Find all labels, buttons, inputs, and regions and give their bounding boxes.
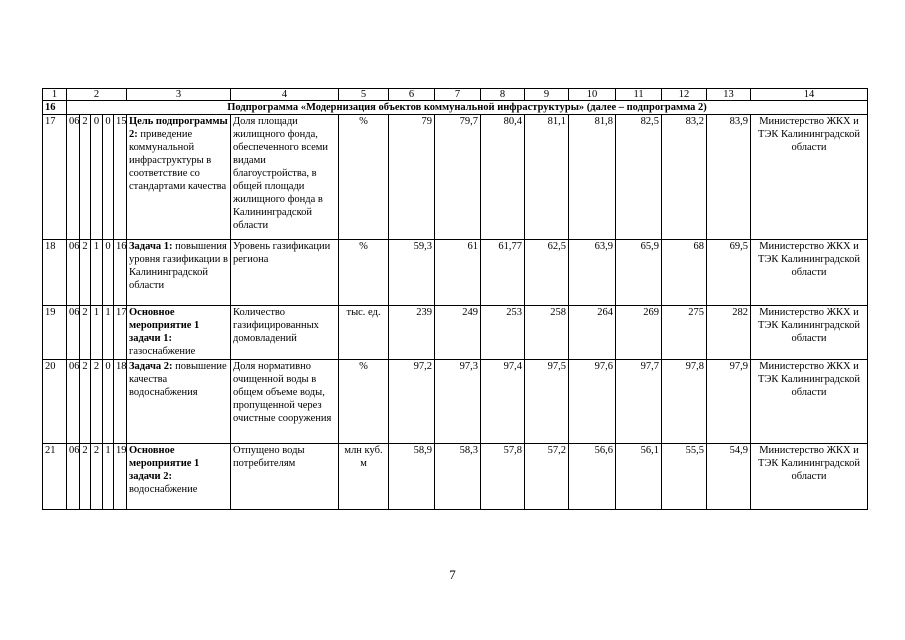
header-cell-12: 12: [662, 89, 707, 101]
row-number: 18: [43, 240, 67, 306]
header-cell-10: 10: [569, 89, 616, 101]
value-cell: 61: [435, 240, 481, 306]
header-cell-8: 8: [481, 89, 525, 101]
row-number: 17: [43, 115, 67, 240]
value-cell: 61,77: [481, 240, 525, 306]
value-cell: 68: [662, 240, 707, 306]
name-text: газоснабжение: [129, 346, 196, 357]
header-cell-1: 1: [43, 89, 67, 101]
responsible-cell: Министерство ЖКХ и ТЭК Калининградской области: [751, 115, 868, 240]
value-cell: 269: [616, 306, 662, 360]
code-cell: 2: [91, 360, 103, 444]
name-text: повышение качества водоснабжения: [129, 361, 227, 398]
value-cell: 249: [435, 306, 481, 360]
code-cell: 2: [80, 306, 91, 360]
header-cell-9: 9: [525, 89, 569, 101]
unit-cell: %: [339, 360, 389, 444]
row-number: 20: [43, 360, 67, 444]
code-cell: 15: [114, 115, 127, 240]
code-cell: 19: [114, 444, 127, 510]
value-cell: 69,5: [707, 240, 751, 306]
value-cell: 97,2: [389, 360, 435, 444]
code-cell: 06: [67, 115, 80, 240]
responsible-cell: Министерство ЖКХ и ТЭК Калининградской области: [751, 240, 868, 306]
unit-cell: тыс. ед.: [339, 306, 389, 360]
value-cell: 59,3: [389, 240, 435, 306]
code-cell: 2: [80, 360, 91, 444]
code-cell: 1: [91, 306, 103, 360]
code-cell: 06: [67, 360, 80, 444]
name-cell: [127, 444, 231, 510]
responsible-cell: Министерство ЖКХ и ТЭК Калининградской области: [751, 306, 868, 360]
name-heading: Задача 1:: [129, 241, 173, 252]
unit-cell: %: [339, 240, 389, 306]
name-cell: [127, 360, 231, 444]
value-cell: 97,6: [569, 360, 616, 444]
table-row: [43, 115, 868, 240]
name-cell: [127, 240, 231, 306]
row-number: 21: [43, 444, 67, 510]
value-cell: 55,5: [662, 444, 707, 510]
value-cell: 63,9: [569, 240, 616, 306]
code-cell: 2: [80, 240, 91, 306]
code-cell: 0: [103, 115, 114, 240]
value-cell: 79: [389, 115, 435, 240]
value-cell: 83,9: [707, 115, 751, 240]
indicator-cell: Уровень газификации региона: [231, 240, 339, 306]
code-cell: 1: [91, 240, 103, 306]
name-cell: [127, 115, 231, 240]
value-cell: 97,8: [662, 360, 707, 444]
value-cell: 54,9: [707, 444, 751, 510]
row-number: 19: [43, 306, 67, 360]
name-cell: [127, 306, 231, 360]
code-cell: 17: [114, 306, 127, 360]
header-cell-4: 4: [231, 89, 339, 101]
header-cell-13: 13: [707, 89, 751, 101]
value-cell: 239: [389, 306, 435, 360]
header-cell-5: 5: [339, 89, 389, 101]
indicator-cell: Доля нормативно очищенной воды в общем объеме воды, пропущенной через очистные сооружения: [231, 360, 339, 444]
value-cell: 62,5: [525, 240, 569, 306]
header-cell-14: 14: [751, 89, 868, 101]
code-cell: 2: [91, 444, 103, 510]
code-cell: 18: [114, 360, 127, 444]
unit-cell: %: [339, 115, 389, 240]
value-cell: 57,2: [525, 444, 569, 510]
name-heading: Цель подпрограммы 2:: [129, 116, 228, 140]
value-cell: 97,3: [435, 360, 481, 444]
value-cell: 65,9: [616, 240, 662, 306]
responsible-cell: Министерство ЖКХ и ТЭК Калининградской области: [751, 360, 868, 444]
name-heading: Задача 2:: [129, 361, 173, 372]
name-text: повышения уровня газификации в Калининградской области: [129, 241, 228, 291]
value-cell: 58,9: [389, 444, 435, 510]
code-cell: 0: [91, 115, 103, 240]
table-row: [43, 306, 868, 360]
value-cell: 97,7: [616, 360, 662, 444]
subprogram-row: [43, 101, 868, 115]
value-cell: 264: [569, 306, 616, 360]
table-row: [43, 360, 868, 444]
value-cell: 275: [662, 306, 707, 360]
indicator-cell: Доля площади жилищного фонда, обеспеченного всеми видами благоустройства, в общей площади жилищного фонда в Калининградской области: [231, 115, 339, 240]
responsible-cell: Министерство ЖКХ и ТЭК Калининградской области: [751, 444, 868, 510]
code-cell: 16: [114, 240, 127, 306]
code-cell: 1: [103, 306, 114, 360]
indicators-table: [42, 88, 868, 510]
value-cell: 80,4: [481, 115, 525, 240]
name-heading: Основное мероприятие 1 задачи 1:: [129, 307, 200, 344]
value-cell: 97,9: [707, 360, 751, 444]
header-row: [43, 89, 868, 101]
table-row: [43, 444, 868, 510]
value-cell: 79,7: [435, 115, 481, 240]
code-cell: 2: [80, 115, 91, 240]
value-cell: 81,1: [525, 115, 569, 240]
value-cell: 97,4: [481, 360, 525, 444]
header-cell-11: 11: [616, 89, 662, 101]
header-cell-6: 6: [389, 89, 435, 101]
value-cell: 81,8: [569, 115, 616, 240]
name-heading: Основное мероприятие 1 задачи 2:: [129, 445, 200, 482]
value-cell: 56,6: [569, 444, 616, 510]
value-cell: 82,5: [616, 115, 662, 240]
indicator-cell: Отпущено воды потребителям: [231, 444, 339, 510]
header-cell-7: 7: [435, 89, 481, 101]
value-cell: 97,5: [525, 360, 569, 444]
table-row: [43, 240, 868, 306]
value-cell: 58,3: [435, 444, 481, 510]
unit-cell: млн куб. м: [339, 444, 389, 510]
code-cell: 06: [67, 240, 80, 306]
value-cell: 83,2: [662, 115, 707, 240]
value-cell: 57,8: [481, 444, 525, 510]
value-cell: 56,1: [616, 444, 662, 510]
code-cell: 06: [67, 444, 80, 510]
name-text: водоснабжение: [129, 484, 198, 495]
subprogram-title: Подпрограмма «Модернизация объектов коммунальной инфраструктуры» (далее – подпрограмма 2): [67, 101, 868, 115]
name-text: приведение коммунальной инфраструктуры в соответствие со стандартами качества: [129, 129, 227, 192]
code-cell: 1: [103, 444, 114, 510]
value-cell: 282: [707, 306, 751, 360]
code-cell: 06: [67, 306, 80, 360]
value-cell: 253: [481, 306, 525, 360]
header-cell-2: 2: [67, 89, 127, 101]
code-cell: 0: [103, 240, 114, 306]
header-cell-3: 3: [127, 89, 231, 101]
page-number: 7: [449, 567, 456, 582]
value-cell: 258: [525, 306, 569, 360]
code-cell: 2: [80, 444, 91, 510]
subprogram-number: 16: [43, 101, 67, 115]
code-cell: 0: [103, 360, 114, 444]
indicator-cell: Количество газифицированных домовладений: [231, 306, 339, 360]
